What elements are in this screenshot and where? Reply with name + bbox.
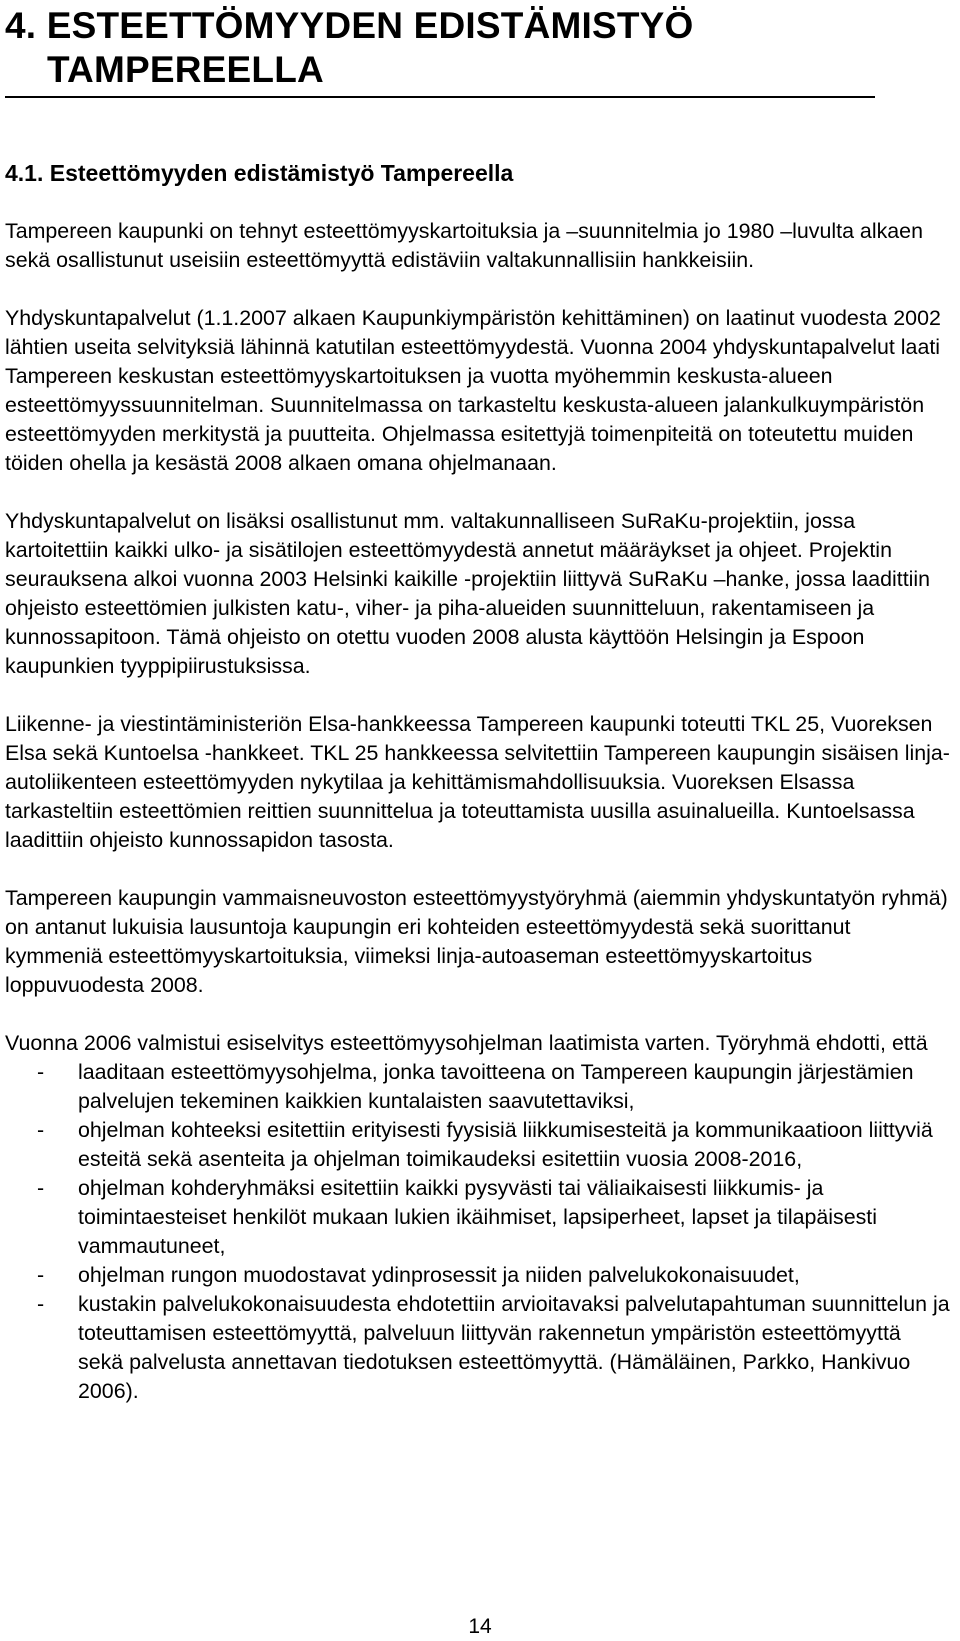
list-dash: -: [37, 1118, 45, 1142]
title-underline-rule: [5, 96, 875, 98]
list-dash: -: [37, 1176, 45, 1200]
body-text: [5, 217, 951, 1406]
chapter-title: [5, 4, 845, 92]
list-item-text: ohjelman kohteeksi esitettiin erityisesti fyysisiä liikkumisesteitä ja kommunikaatioon liittyviä esteitä sekä asenteita ja ohjelman toimikaudeksi esitettiin vuosia 2008-2016,: [78, 1118, 933, 1171]
proposal-list: [5, 1058, 951, 1406]
list-dash: -: [37, 1292, 45, 1316]
chapter-title-line-2: TAMPEREELLA: [47, 49, 324, 90]
list-item-text: laaditaan esteettömyysohjelma, jonka tavoitteena on Tampereen kaupungin järjestämien palvelujen tekeminen kaikkien kuntalaisten saavutettaviksi,: [78, 1060, 914, 1113]
paragraph-intro: Tampereen kaupunki on tehnyt esteettömyyskartoituksia ja –suunnitelmia jo 1980 –luvulta alkaen sekä osallistunut useisiin esteettömyyttä edistäviin valtakunnallisiin hankkeisiin.: [5, 219, 923, 272]
list-item: [5, 1290, 951, 1406]
list-dash: -: [37, 1263, 45, 1287]
paragraph-elsa: Liikenne- ja viestintäministeriön Elsa-hankkeessa Tampereen kaupunki toteutti TKL 25, Vuoreksen Elsa sekä Kuntoelsa -hankkeet. TKL 25 hankkeessa selvitettiin Tampereen kaupungin sisäisen linja-autoliikenteen esteettömyyden nykytilaa ja kehittämismahdollisuuksia. Vuoreksen Elsassa tarkasteltiin esteettömien reittien suunnittelua ja toteuttamista uusilla asuinalueilla. Kuntoelsassa laadittiin ohjeisto kunnossapidon tasosta.: [5, 712, 950, 852]
page-number: 14: [468, 1615, 492, 1638]
paragraph-yhdyskuntapalvelut: Yhdyskuntapalvelut (1.1.2007 alkaen Kaupunkiympäristön kehittäminen) on laatinut vuodesta 2002 lähtien useita selvityksiä lähinnä katutilan esteettömyydestä. Vuonna 2004 yhdyskuntapalvelut laati Tampereen keskustan esteettömyyskartoituksen ja vuotta myöhemmin keskusta-alueen esteettömyyssuunnitelman. Suunnitelmassa on tarkasteltu keskusta-alueen jalankulkuympäristön esteettömyyden merkitystä ja puutteita. Ohjelmassa esitettyjä toimenpiteitä on toteutettu muiden töiden ohella ja kesästä 2008 alkaen omana ohjelmanaan.: [5, 306, 941, 475]
chapter-title-line-1: 4. ESTEETTÖMYYDEN EDISTÄMISTYÖ: [5, 5, 694, 46]
list-item-text: kustakin palvelukokonaisuudesta ehdotettiin arvioitavaksi palvelutapahtuman suunnittelun ja toteuttamisen esteettömyyttä, palveluun liittyvän rakennetun ympäristön esteettömyyttä sekä palvelusta annettavan tiedotuksen esteettömyyttä. (Hämäläinen, Parkko, Hankivuo 2006).: [78, 1292, 950, 1403]
paragraph-vammaisneuvosto: Tampereen kaupungin vammaisneuvoston esteettömyystyöryhmä (aiemmin yhdyskuntatyön ryhmä) on antanut lukuisia lausuntoja kaupungin eri kohteiden esteettömyydestä sekä suorittanut kymmeniä esteettömyyskartoituksia, viimeksi linja-autoaseman esteettömyyskartoitus loppuvuodesta 2008.: [5, 886, 948, 997]
section-title: 4.1. Esteettömyyden edistämistyö Tampereella: [5, 160, 514, 186]
paragraph-esiselvitys: Vuonna 2006 valmistui esiselvitys esteettömyysohjelman laatimista varten. Työryhmä ehdotti, että: [5, 1031, 928, 1055]
list-item-text: ohjelman kohderyhmäksi esitettiin kaikki pysyvästi tai väliaikaisesti liikkumis- ja toimintaesteiset henkilöt mukaan lukien ikäihmiset, lapsiperheet, lapset ja tilapäisesti vammautuneet,: [78, 1176, 878, 1258]
list-dash: -: [37, 1060, 45, 1084]
list-item: [5, 1058, 951, 1116]
list-item: [5, 1116, 951, 1174]
paragraph-suraku: Yhdyskuntapalvelut on lisäksi osallistunut mm. valtakunnalliseen SuRaKu-projektiin, jossa kartoitettiin kaikki ulko- ja sisätilojen esteettömyydestä annetut määräykset ja ohjeet. Projektin seurauksena alkoi vuonna 2003 Helsinki kaikille -projektiin liittyvä SuRaKu –hanke, jossa laadittiin ohjeisto esteettömien julkisten katu-, viher- ja piha-alueiden suunnitteluun, rakentamiseen ja kunnossapitoon. Tämä ohjeisto on otettu vuoden 2008 alusta käyttöön Helsingin ja Espoon kaupunkien tyyppipiirustuksissa.: [5, 509, 931, 678]
list-item: [5, 1261, 951, 1290]
list-item: [5, 1174, 951, 1261]
list-item-text: ohjelman rungon muodostavat ydinprosessit ja niiden palvelukokonaisuudet,: [78, 1263, 800, 1287]
